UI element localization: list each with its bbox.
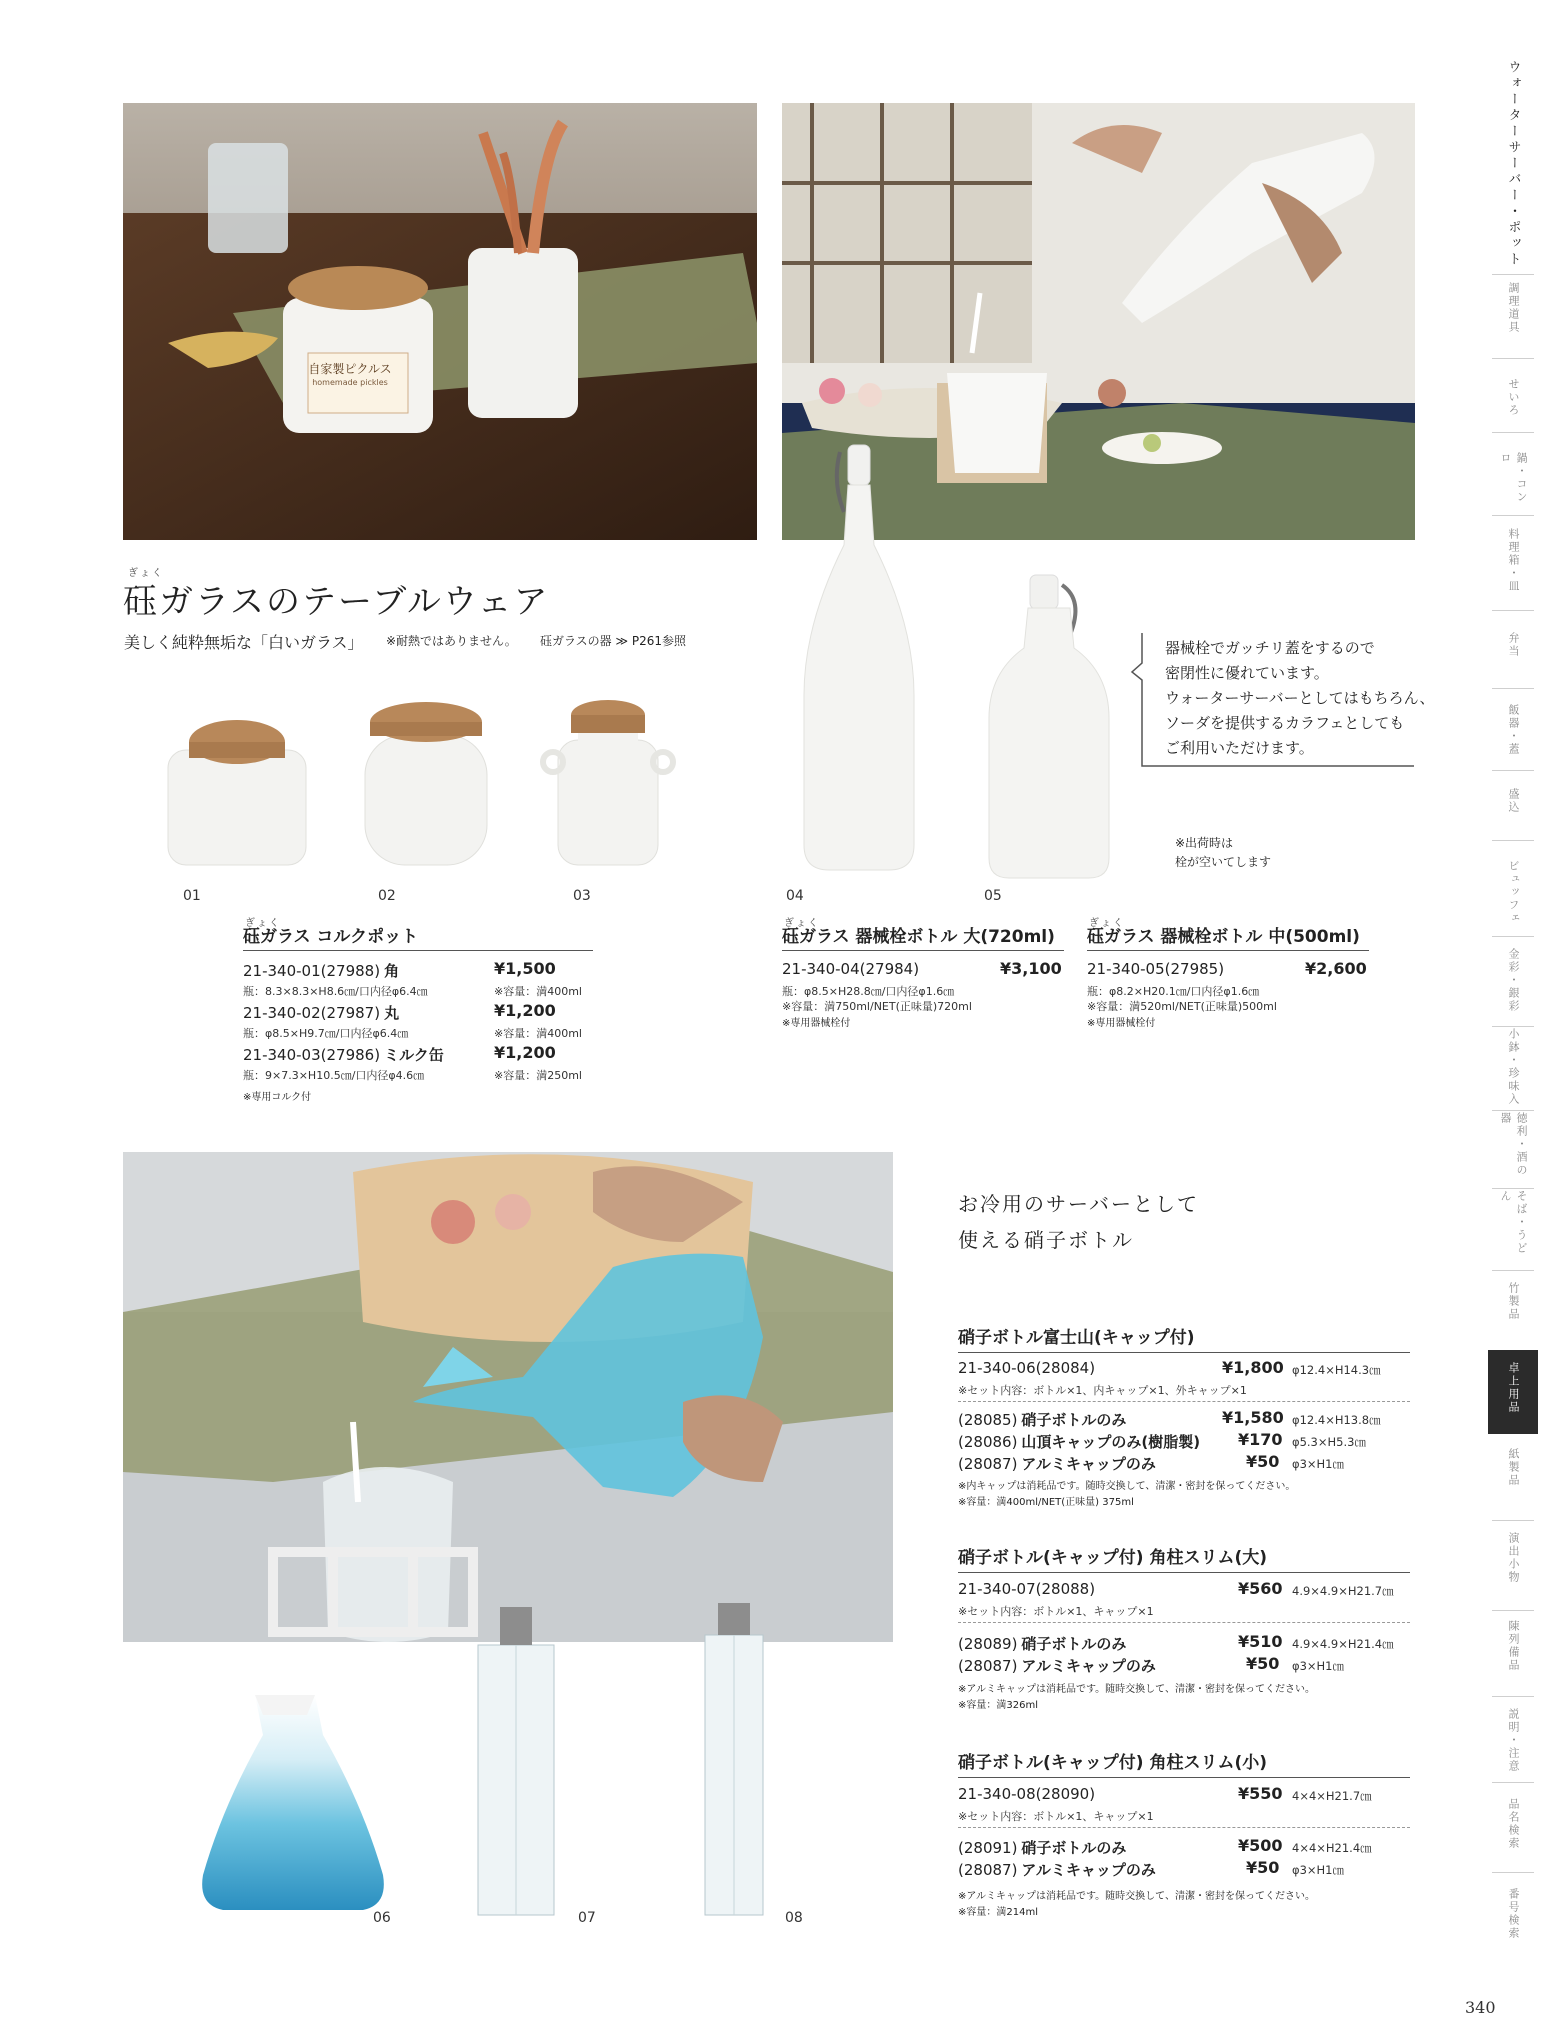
reference-link[interactable]: 砡ガラスの器 ≫ P261参照 — [540, 634, 686, 648]
bottle-medium-code-row: 21-340-05 (27985) — [1087, 960, 1225, 978]
sidebar-item-pots[interactable]: 鍋・コンロ — [1499, 452, 1528, 504]
item-number-02: 02 — [378, 888, 396, 904]
fuji-code-row: 21-340-06 (28084) — [958, 1359, 1096, 1377]
sidebar-item-tokkuri[interactable]: 徳利・酒の器 — [1499, 1112, 1528, 1177]
item-number-03: 03 — [573, 888, 591, 904]
slim-large-code-row: 21-340-07 (28088) — [958, 1580, 1096, 1598]
divider — [958, 1827, 1410, 1828]
slim-large-name: 硝子ボトル(キャップ付) 角柱スリム(大) — [958, 1548, 1267, 1568]
cork-pot-images — [160, 700, 720, 880]
fuji-note-1: ※内キャップは消耗品です。随時交換して、清潔・密封を保ってください。 — [958, 1481, 1296, 1492]
bottle-large-capacity: ※容量：満750ml/NET(正味量)720ml — [782, 1000, 972, 1013]
slim-small-part-2-price: ¥50 — [1246, 1858, 1280, 1877]
jar-label: 自家製ピクルス — [308, 362, 392, 376]
fuji-part-1: (28085) 硝子ボトルのみ — [958, 1411, 1127, 1429]
corkpot-dims-03: 瓶：9×7.3×H10.5㎝/口内径φ4.6㎝ — [243, 1069, 425, 1082]
divider — [958, 1352, 1410, 1353]
corkpot-footnote: ※専用コルク付 — [243, 1092, 312, 1103]
item-number-04: 04 — [786, 888, 804, 904]
section-subtitle: 美しく純粋無垢な「白いガラス」 — [124, 633, 364, 652]
sidebar-item-seiro[interactable]: せいろ — [1507, 378, 1520, 417]
fuji-part-2-price: ¥170 — [1238, 1430, 1283, 1449]
corkpot-row-01: 21-340-01 (27988) 角 — [243, 962, 400, 980]
sidebar-item-bamboo[interactable]: 竹製品 — [1507, 1282, 1520, 1321]
sidebar-item-cooking-tools[interactable]: 調理道具 — [1507, 282, 1520, 334]
sidebar-item-water-server[interactable]: ウォーターサーバー・ポット — [1505, 60, 1521, 268]
corkpot-row-03: 21-340-03 (27986) ミルク缶 — [243, 1046, 444, 1064]
slim-small-code-row: 21-340-08 (28090) — [958, 1785, 1096, 1803]
fuji-part-3-size: φ3×H1㎝ — [1292, 1457, 1345, 1471]
slim-small-part-1-price: ¥500 — [1238, 1836, 1283, 1855]
item-number-06: 06 — [373, 1910, 391, 1926]
slim-small-part-2: (28087) アルミキャップのみ — [958, 1861, 1156, 1879]
bottle-medium-ruby: ぎょく — [1089, 918, 1125, 929]
slim-small-part-1-size: 4×4×H21.4㎝ — [1292, 1841, 1372, 1855]
slim-small-part-1: (28091) 硝子ボトルのみ — [958, 1839, 1127, 1857]
slim-large-note-2: ※容量：満326ml — [958, 1700, 1038, 1711]
divider — [958, 1777, 1410, 1778]
sidebar-item-soba[interactable]: そば・うどん — [1499, 1190, 1528, 1255]
slim-small-price: ¥550 — [1238, 1784, 1283, 1803]
slim-large-part-1: (28089) 硝子ボトルのみ — [958, 1635, 1127, 1653]
fuji-part-1-size: φ12.4×H13.8㎝ — [1292, 1413, 1381, 1427]
fuji-part-3: (28087) アルミキャップのみ — [958, 1455, 1156, 1473]
corkpot-price-03: ¥1,200 — [494, 1043, 556, 1062]
item-number-01: 01 — [183, 888, 201, 904]
corkpot-row-02: 21-340-02 (27987) 丸 — [243, 1004, 400, 1022]
bottle-large-footnote: ※専用器械栓付 — [782, 1018, 851, 1029]
section-title: 砡ガラスのテーブルウェア — [123, 582, 550, 622]
sidebar-item-notes[interactable]: 説明・注意 — [1507, 1708, 1520, 1773]
slim-small-size: 4×4×H21.7㎝ — [1292, 1789, 1372, 1803]
glass-bottle-images — [170, 1595, 790, 1930]
divider — [782, 950, 1064, 951]
corkpot-dims-02: 瓶：φ8.5×H9.7㎝/口内径φ6.4㎝ — [243, 1027, 409, 1040]
bottle-large-name: 砡ガラス 器械栓ボトル 大(720ml) — [782, 927, 1055, 947]
bottle-large-ruby: ぎょく — [784, 918, 820, 929]
slim-small-set: ※セット内容：ボトル×1、キャップ×1 — [958, 1810, 1154, 1823]
slim-small-note-1: ※アルミキャップは消耗品です。随時交換して、清潔・密封を保ってください。 — [958, 1891, 1315, 1902]
sidebar-item-buffet[interactable]: ビュッフェ — [1507, 860, 1520, 925]
sidebar-item-paper[interactable]: 紙製品 — [1507, 1448, 1520, 1487]
sidebar-item-props[interactable]: 演出小物 — [1507, 1532, 1520, 1584]
photo-fuji-bottle-scene — [123, 1152, 893, 1642]
slim-large-note-1: ※アルミキャップは消耗品です。随時交換して、清潔・密封を保ってください。 — [958, 1684, 1315, 1695]
corkpot-price-01: ¥1,500 — [494, 959, 556, 978]
title-ruby: ぎょく — [128, 568, 164, 579]
item-number-07: 07 — [578, 1910, 596, 1926]
sidebar-item-cuisine-box[interactable]: 料理箱・皿 — [1507, 528, 1520, 593]
bottle-large-dims: 瓶：φ8.5×H28.8㎝/口内径φ1.6㎝ — [782, 985, 955, 998]
fuji-name: 硝子ボトル富士山(キャップ付) — [958, 1328, 1195, 1348]
corkpot-dims-01: 瓶：8.3×8.3×H8.6㎝/口内径φ6.4㎝ — [243, 985, 428, 998]
bottle-large-price: ¥3,100 — [1000, 959, 1062, 978]
sidebar-item-rice-bowl[interactable]: 飯器・蓋 — [1507, 704, 1520, 756]
callout-text: 器械栓でガッチリ蓋をするので 密閉性に優れています。 ウォーターサーバーとしてはもちろん、 ソーダを提供するカラフェとしても ご利用いただけます。 — [1165, 639, 1435, 757]
fuji-part-2: (28086) 山頂キャップのみ(樹脂製) — [958, 1433, 1201, 1451]
sidebar-item-tabletop[interactable]: 卓上用品 — [1488, 1350, 1538, 1434]
slim-large-set: ※セット内容：ボトル×1、キャップ×1 — [958, 1605, 1154, 1618]
slim-large-price: ¥560 — [1238, 1579, 1283, 1598]
jar-label-sub: homemade pickles — [312, 378, 388, 387]
divider — [1087, 950, 1369, 951]
slim-large-part-1-size: 4.9×4.9×H21.4㎝ — [1292, 1637, 1394, 1651]
item-number-08: 08 — [785, 1910, 803, 1926]
fuji-price: ¥1,800 — [1222, 1358, 1284, 1377]
slim-large-part-1-price: ¥510 — [1238, 1632, 1283, 1651]
photo-cork-pot-scene — [123, 103, 757, 540]
bottle-medium-price: ¥2,600 — [1305, 959, 1367, 978]
fuji-part-1-price: ¥1,580 — [1222, 1408, 1284, 1427]
corkpot-cap-02: ※容量：満400ml — [494, 1027, 582, 1040]
heat-note: ※耐熱ではありません。 — [386, 634, 517, 648]
slim-small-name: 硝子ボトル(キャップ付) 角柱スリム(小) — [958, 1753, 1267, 1773]
bottle-medium-dims: 瓶：φ8.2×H20.1㎝/口内径φ1.6㎝ — [1087, 985, 1260, 998]
corkpot-cap-01: ※容量：満400ml — [494, 985, 582, 998]
slim-small-note-2: ※容量：満214ml — [958, 1907, 1038, 1918]
divider — [958, 1401, 1410, 1402]
section2-title-line2: 使える硝子ボトル — [958, 1228, 1134, 1252]
bottle-large-code-row: 21-340-04 (27984) — [782, 960, 920, 978]
sidebar-item-bento[interactable]: 弁当 — [1507, 632, 1520, 658]
slim-large-part-2: (28087) アルミキャップのみ — [958, 1657, 1156, 1675]
section2-title-line1: お冷用のサーバーとして — [958, 1192, 1199, 1216]
slim-large-part-2-price: ¥50 — [1246, 1654, 1280, 1673]
bottle-medium-footnote: ※専用器械栓付 — [1087, 1018, 1156, 1029]
slim-large-size: 4.9×4.9×H21.7㎝ — [1292, 1584, 1394, 1598]
divider — [243, 950, 593, 951]
corkpot-name: 砡ガラス コルクポット — [243, 927, 419, 947]
slim-large-part-2-size: φ3×H1㎝ — [1292, 1659, 1345, 1673]
fuji-part-3-price: ¥50 — [1246, 1452, 1280, 1471]
page-number: 340 — [1465, 1998, 1496, 2017]
sidebar-item-morikomi[interactable]: 盛込 — [1507, 788, 1520, 814]
divider — [958, 1572, 1410, 1573]
bottle-medium-name: 砡ガラス 器械栓ボトル 中(500ml) — [1087, 927, 1360, 947]
corkpot-ruby: ぎょく — [245, 918, 281, 929]
sidebar-item-kobachi[interactable]: 小鉢・珍味入 — [1507, 1028, 1520, 1106]
sidebar-item-display[interactable]: 陳列備品 — [1507, 1620, 1520, 1672]
bottle-medium-capacity: ※容量：満520ml/NET(正味量)500ml — [1087, 1000, 1277, 1013]
item-number-05: 05 — [984, 888, 1002, 904]
sidebar-item-gold-silver[interactable]: 金彩・銀彩 — [1507, 948, 1520, 1013]
shipping-note: ※出荷時は 栓が空いてします — [1175, 836, 1272, 869]
corkpot-price-02: ¥1,200 — [494, 1001, 556, 1020]
slim-small-part-2-size: φ3×H1㎝ — [1292, 1863, 1345, 1877]
sidebar-item-name-search[interactable]: 品名検索 — [1507, 1798, 1520, 1850]
fuji-set: ※セット内容：ボトル×1、内キャップ×1、外キャップ×1 — [958, 1384, 1247, 1397]
fuji-note-2: ※容量：満400ml/NET(正味量) 375ml — [958, 1497, 1134, 1508]
divider — [958, 1622, 1410, 1623]
fuji-part-2-size: φ5.3×H5.3㎝ — [1292, 1435, 1366, 1449]
bottle-images — [800, 440, 1120, 885]
corkpot-cap-03: ※容量：満250ml — [494, 1069, 582, 1082]
sidebar-item-number-search[interactable]: 番号検索 — [1507, 1888, 1520, 1940]
fuji-size: φ12.4×H14.3㎝ — [1292, 1363, 1381, 1377]
